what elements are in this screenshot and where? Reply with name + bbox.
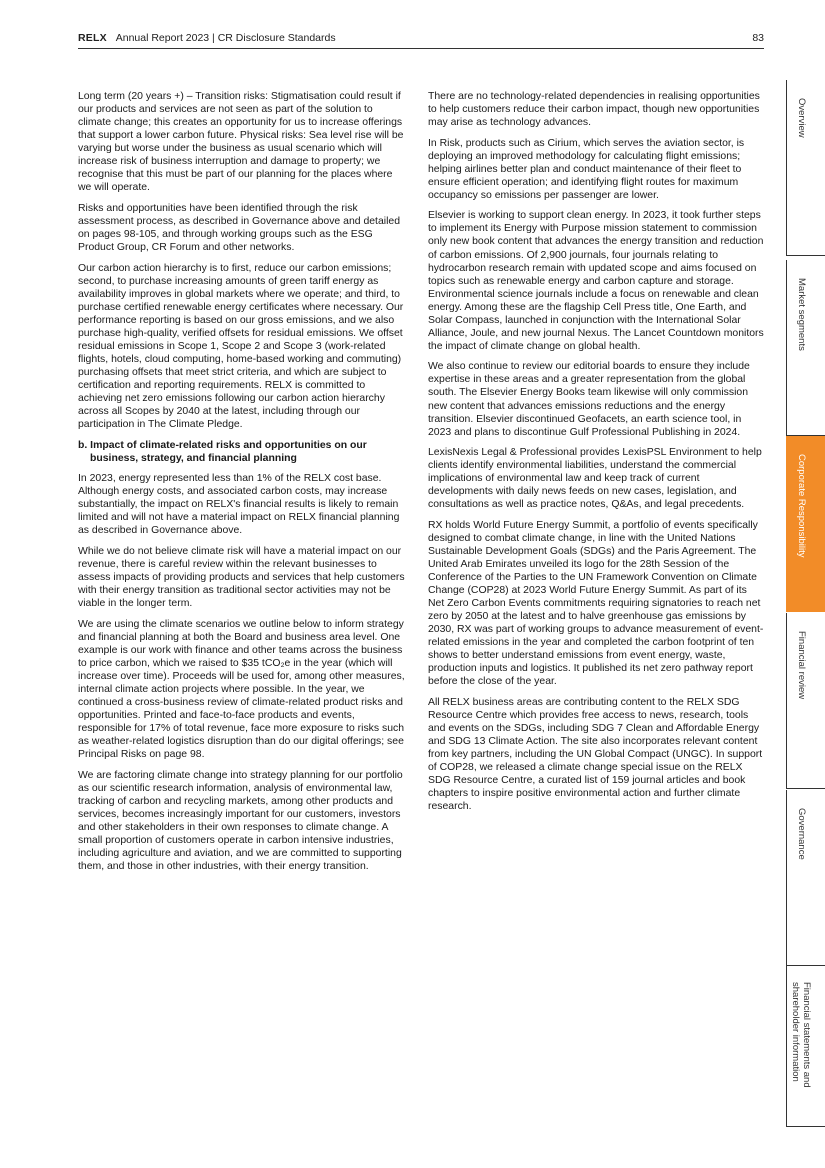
paragraph: While we do not believe climate risk will have a material impact on our revenue, there is careful review within the relevant businesses to assess impacts of providing products and services that help customers with their energy transition as traditional sector activities may not be viable in the longer term. bbox=[78, 546, 405, 610]
paragraph: Our carbon action hierarchy is to first, reduce our carbon emissions; second, to purchase increasing amounts of green tariff energy as availability improves in global markets where we operate; and third, to purchase certified renewable energy certificates where necessary. Our performance reporting is based on our gross emissions, and we also purchase high-quality, verified offsets for residual emissions. We offset residual emissions in Scope 1, Scope 2 and Scope 3 (work-related flights, hotels, cloud computing, home-based working and commuting) purchasing offsets that meet strict criteria, and which are subject to certification and reporting requirements. RELX is committed to achieving net zero emissions following our carbon action hierarchy across all Scopes by 2040 at the latest, including through our participation in The Climate Pledge. bbox=[78, 262, 404, 431]
tab-overview[interactable] bbox=[786, 80, 825, 256]
tab-financial-statements[interactable] bbox=[786, 966, 825, 1127]
paragraph: We are using the climate scenarios we outline below to inform strategy and financial planning at both the Board and business area level. One example is our work with finance and other teams across the business to price carbon, which we raised to $35 tCO₂e in the year (which will increase over time). Proceeds will be used for, among other measures, internal climate action projects where possible. In the year, we continued a cross-business review of climate-related product risks and opportunities. Printed and face-to-face products and events, responsible for 17% of total revenue, face more exposure to risks such as weather-related logistics disruption than do our digital offerings; see Principal Risks on page 98. bbox=[78, 618, 405, 761]
report-title: Annual Report 2023 | CR Disclosure Standards bbox=[115, 32, 336, 44]
tab-label: Financial review bbox=[796, 631, 807, 700]
tab-label: Overview bbox=[796, 98, 807, 138]
paragraph: All RELX business areas are contributing content to the RELX SDG Resource Centre which provides free access to news, research, tools and events on the SDGs, including SDG 7 Clean and Affordable Energy and SDG 13 Climate Action. The site also incorporates relevant content from key partners, including the UN Global Compact (UNGC). In support of COP28, we released a climate change special issue on the RELX SDG Resource Centre, a curated list of 159 journal articles and book chapters to inspire positive environmental action and further climate research. bbox=[428, 697, 763, 813]
tab-label: Governance bbox=[796, 808, 807, 860]
paragraph: Long term (20 years +) – Transition risks: Stigmatisation could result if our products and services are not seen as part of the solution to climate change; this creates an opportunity for us to increase offerings that support a lower carbon future. Physical risks: Sea level rise will be varying but worse under the business as usual scenario which will increase risk of business interruption and damage to property; we recognise that this must be part of our planning for the places where we will operate. bbox=[78, 91, 404, 194]
paragraph: There are no technology-related dependencies in realising opportunities to help customers reduce their carbon impact, though new opportunities may arise as technology advances. bbox=[428, 91, 760, 129]
tab-governance[interactable] bbox=[786, 790, 825, 966]
paragraph: RX holds World Future Energy Summit, a portfolio of events specifically designed to combat climate change, in line with the United Nations Sustainable Development Goals (SDGs) and the Paris Agreement. The United Arab Emirates unveiled its logo for the 28th Session of the Conference of the Parties to the UN Framework Convention on Climate Change (COP28) at 2023 World Future Energy Summit. As part of its Net Zero Carbon Events commitments requiring signatories to reach net zero by 2050 at the latest and to halve greenhouse gas emissions by 2030, RX was part of working groups to advance measurement of event-related emissions in the year and completed the carbon footprint of ten shows to better understand emissions from event energy, waste, production inputs and logistics. It published its net zero pathway report before the close of the year. bbox=[428, 519, 764, 688]
paragraph: LexisNexis Legal & Professional provides LexisPSL Environment to help clients identify environmental liabilities, understand the commercial implications of environmental law and keep track of current developments with daily news feeds on new cases, legislation, and consultations as well as practice notes, Q&As, and legal precedents. bbox=[428, 447, 762, 511]
tab-market-segments[interactable] bbox=[786, 260, 825, 436]
tab-corporate-responsibility[interactable] bbox=[786, 436, 825, 612]
tab-label: Corporate Responsibility bbox=[796, 454, 807, 558]
paragraph: We also continue to review our editorial boards to ensure they include expertise in these areas and a greater representation from the global south. The Elsevier Energy Books team likewise will only commission new content that advances emissions reductions and the energy transition. Elsevier discontinued Geofacets, an earth science tool, in 2023 and plans to discontinue Gulf Professional Publishing in 2024. bbox=[428, 361, 750, 438]
page-header bbox=[78, 32, 764, 48]
tab-financial-review[interactable] bbox=[786, 613, 825, 789]
page-number: 83 bbox=[752, 32, 764, 44]
tab-label: Market segments bbox=[796, 278, 807, 351]
tab-label: Financial statements and shareholder information bbox=[790, 982, 812, 1088]
section-tabs bbox=[786, 80, 825, 1126]
brand-name: RELX bbox=[78, 32, 107, 44]
left-column bbox=[78, 90, 408, 881]
paragraph: In Risk, products such as Cirium, which serves the aviation sector, is deploying an improved methodology for calculating flight emissions; helping airlines better plan and conduct maintenance of their fleet to ensure efficient operation; and identifying flight routes for maximum occupancy so emissions per passenger are lower. bbox=[428, 137, 745, 201]
section-heading: b. Impact of climate-related risks and opportunities on our business, strategy, and financial planning bbox=[78, 439, 367, 464]
paragraph: Elsevier is working to support clean energy. In 2023, it took further steps to implement its Energy with Purpose mission statement to commission only new book content that advances the energy transition and reduction of carbon emissions. Of 2,900 journals, four journals relating to hydrocarbon research remain with updated scope and aims focused on topics such as renewable energy and carbon capture and storage. Environmental science journals include a focus on renewable and clean energy. Among these are the flagship Cell Press title, One Earth, and Solar Compass, launched in conjunction with the International Solar Alliance, Joule, and new journal Nexus. The Lancet Countdown monitors the impact of climate change on global health. bbox=[428, 210, 764, 352]
paragraph: In 2023, energy represented less than 1% of the RELX cost base. Although energy costs, and associated carbon costs, may increase substantially, the impact on RELX's financial results is likely to remain limited and will not have a material impact on RELX financial planning as described in Governance above. bbox=[78, 473, 400, 537]
header-divider bbox=[78, 48, 764, 49]
paragraph: Risks and opportunities have been identified through the risk assessment process, as described in Governance above and detailed on pages 98-105, and through working groups such as the ESG Product Group, CR Forum and other networks. bbox=[78, 202, 401, 254]
right-column bbox=[428, 90, 764, 821]
paragraph: We are factoring climate change into strategy planning for our portfolio as our scientific research information, analysis of environmental law, tracking of carbon and recycling markets, among other products and services, becomes increasingly important for our customers, investors and other stakeholders in their own responses to climate change. A small proportion of customers operate in carbon intensive industries, including agriculture and aviation, and we are committed to supporting them, and those in other industries, with their energy transition. bbox=[78, 769, 403, 873]
